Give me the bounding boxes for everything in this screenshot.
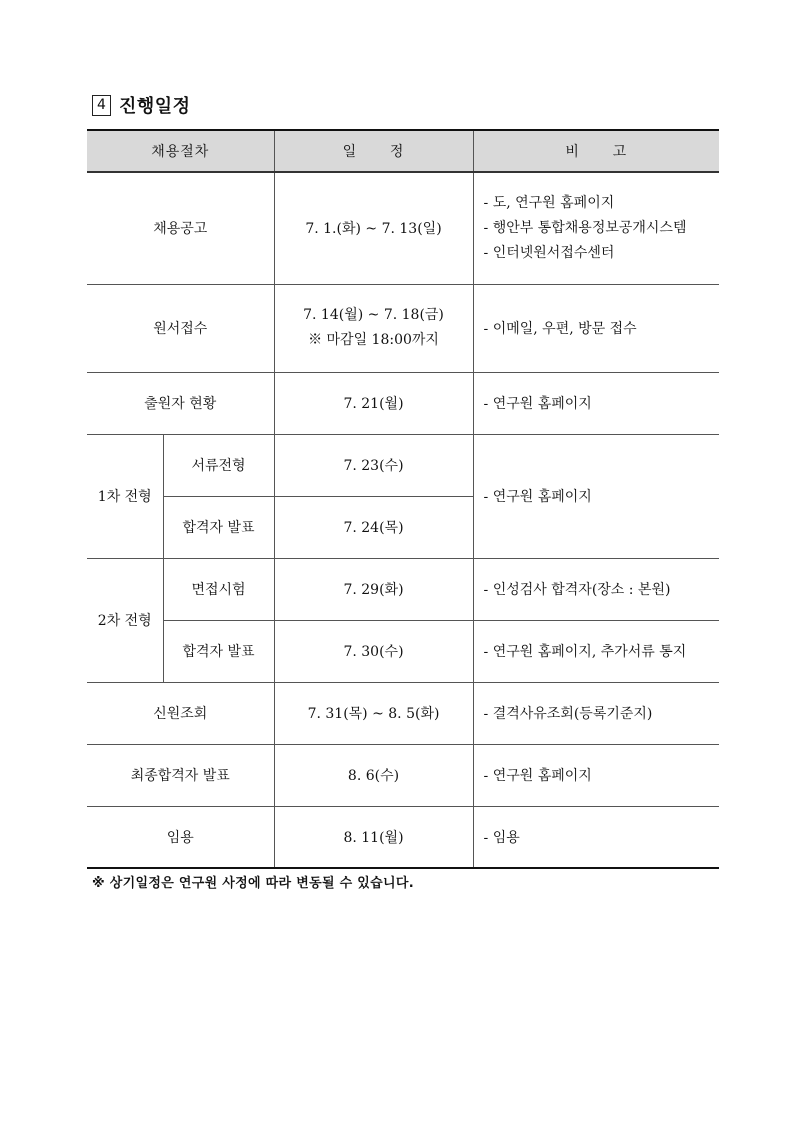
section-number: 4 bbox=[92, 95, 111, 116]
remark-line: - 행안부 통합채용정보공개시스템 bbox=[483, 219, 687, 236]
schedule-cell: 8. 11(월) bbox=[274, 806, 473, 868]
header-schedule: 일 정 bbox=[274, 130, 473, 172]
header-procedure: 채용절차 bbox=[87, 130, 274, 172]
header-remarks: 비 고 bbox=[473, 130, 719, 172]
schedule-cell: 7. 24(목) bbox=[274, 496, 473, 558]
procedure-cell: 최종합격자 발표 bbox=[87, 744, 274, 806]
table-row bbox=[87, 558, 719, 620]
schedule-cell: 7. 29(화) bbox=[274, 558, 473, 620]
procedure-cell: 임용 bbox=[87, 806, 274, 868]
schedule-cell bbox=[274, 284, 473, 372]
deadline-note: ※ 마감일 18:00까지 bbox=[308, 332, 439, 348]
schedule-cell: 7. 30(수) bbox=[274, 620, 473, 682]
schedule-cell: 7. 1.(화) ~ 7. 13(일) bbox=[274, 172, 473, 284]
table-row bbox=[87, 682, 719, 744]
step-cell: 서류전형 bbox=[163, 434, 274, 496]
round-label: 1차 전형 bbox=[87, 434, 163, 558]
remarks-cell: - 연구원 홈페이지 bbox=[473, 434, 719, 558]
table-row bbox=[87, 744, 719, 806]
step-cell: 합격자 발표 bbox=[163, 496, 274, 558]
remarks-cell: - 연구원 홈페이지 bbox=[473, 372, 719, 434]
section-title: 진행일정 bbox=[119, 96, 191, 117]
section-heading bbox=[92, 92, 191, 118]
table-row bbox=[87, 172, 719, 284]
step-cell: 합격자 발표 bbox=[163, 620, 274, 682]
remarks-cell: - 임용 bbox=[473, 806, 719, 868]
table-row bbox=[87, 284, 719, 372]
remarks-cell bbox=[473, 172, 719, 284]
schedule-table bbox=[87, 129, 719, 869]
procedure-cell: 채용공고 bbox=[87, 172, 274, 284]
remarks-cell: - 연구원 홈페이지 bbox=[473, 744, 719, 806]
table-row bbox=[87, 806, 719, 868]
remarks-cell: - 연구원 홈페이지, 추가서류 통지 bbox=[473, 620, 719, 682]
schedule-cell: 7. 23(수) bbox=[274, 434, 473, 496]
table-row bbox=[87, 372, 719, 434]
table-header-row bbox=[87, 130, 719, 172]
schedule-cell: 7. 21(월) bbox=[274, 372, 473, 434]
procedure-cell: 출원자 현황 bbox=[87, 372, 274, 434]
footnote: ※ 상기일정은 연구원 사정에 따라 변동될 수 있습니다. bbox=[92, 876, 414, 891]
remarks-cell: - 결격사유조회(등록기준지) bbox=[473, 682, 719, 744]
remark-line: - 인터넷원서접수센터 bbox=[483, 244, 615, 261]
table-row bbox=[87, 434, 719, 496]
schedule-cell: 7. 31(목) ~ 8. 5(화) bbox=[274, 682, 473, 744]
procedure-cell: 신원조회 bbox=[87, 682, 274, 744]
remark-line: - 도, 연구원 홈페이지 bbox=[483, 194, 615, 211]
remarks-cell: - 이메일, 우편, 방문 접수 bbox=[473, 284, 719, 372]
table-row bbox=[87, 620, 719, 682]
schedule-line: 7. 14(월) ~ 7. 18(금) bbox=[303, 307, 444, 323]
step-cell: 면접시험 bbox=[163, 558, 274, 620]
remarks-cell: - 인성검사 합격자(장소 : 본원) bbox=[473, 558, 719, 620]
procedure-cell: 원서접수 bbox=[87, 284, 274, 372]
schedule-cell: 8. 6(수) bbox=[274, 744, 473, 806]
round-label: 2차 전형 bbox=[87, 558, 163, 682]
